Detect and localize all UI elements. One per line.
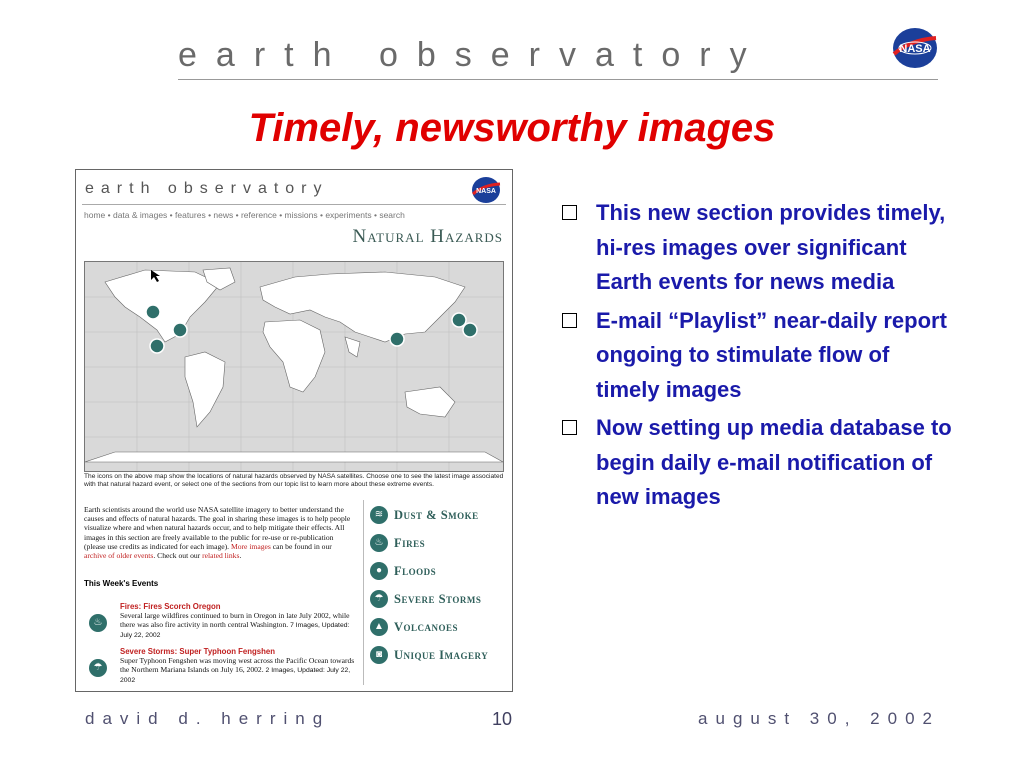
intro-paragraph: Earth scientists around the world use NASA satellite imagery to better understand the causes and effects of natural hazards. The goal in sharing these images is to help people visualize where and when natural hazards occur, and to help mitigate their effects. All images in this section are freely available to the public for re-use or re-publication (please use credits as indicated for each image). More images can be found in our archive of older events. Check out our related links. [84, 505, 351, 561]
fire-icon: ♨ [89, 614, 107, 632]
bullet-item: E-mail “Playlist” near-daily report ongoing to stimulate flow of timely images [562, 304, 952, 408]
volcano-icon: ▲ [370, 618, 388, 636]
website-screenshot [75, 169, 513, 692]
section-title: Natural Hazards [352, 226, 503, 247]
topic-fires[interactable]: ♨ Fires [370, 534, 425, 552]
flood-icon: ● [370, 562, 388, 580]
dust-smoke-icon: ≋ [370, 506, 388, 524]
header-brand: earth observatory [178, 36, 766, 74]
checkbox-bullet-icon [562, 205, 577, 220]
screenshot-divider [82, 204, 506, 205]
related-links-link[interactable]: related links [202, 551, 240, 561]
topic-floods[interactable]: ● Floods [370, 562, 436, 580]
screenshot-brand: earth observatory [85, 180, 329, 197]
footer-author: david d. herring [85, 709, 331, 728]
map-caption: The icons on the above map show the locations of natural hazards observed by NASA satellites. Choose one to see the latest image associated with that natural hazard event, or select one of the sections from our topic list to learn more about these extreme events. [84, 473, 504, 488]
bullet-item: Now setting up media database to begin daily e-mail notification of new images [562, 411, 952, 515]
more-images-link[interactable]: More images [230, 541, 271, 551]
camera-icon: ◙ [370, 646, 388, 664]
topic-unique-imagery[interactable]: ◙ Unique Imagery [370, 646, 488, 664]
checkbox-bullet-icon [562, 420, 577, 435]
storm-icon: ☂ [89, 659, 107, 677]
svg-text:NASA: NASA [899, 43, 931, 55]
event-title[interactable]: Severe Storms: Super Typhoon Fengshen [120, 647, 275, 656]
checkbox-bullet-icon [562, 313, 577, 328]
topic-severe-storms[interactable]: ☂ Severe Storms [370, 590, 481, 608]
fire-icon: ♨ [370, 534, 388, 552]
header-divider [178, 79, 938, 80]
topic-volcanoes[interactable]: ▲ Volcanoes [370, 618, 458, 636]
footer-date: august 30, 2002 [698, 709, 940, 728]
bullet-list [562, 196, 952, 519]
nasa-logo-icon [470, 176, 502, 204]
event-description: Super Typhoon Fengshen was moving west across the Pacific Ocean towards the Northern Mariana Islands on July 16, 2002. 2 Images, Updated: July 22, 2002 [120, 656, 355, 685]
svg-text:NASA: NASA [476, 188, 496, 195]
nasa-logo-icon [890, 26, 940, 70]
event-description: Several large wildfires continued to burn in Oregon in late July 2002, while there was also fire activity in north central Washington. 7 Images, Updated: July 22, 2002 [120, 611, 350, 640]
column-divider [363, 500, 364, 685]
bullet-item: This new section provides timely, hi-res images over significant Earth events for news media [562, 196, 952, 300]
event-title[interactable]: Fires: Fires Scorch Oregon [120, 602, 221, 611]
topic-dust-smoke[interactable]: ≋ Dust & Smoke [370, 506, 479, 524]
world-map [84, 261, 504, 472]
footer-page-number: 10 [492, 709, 513, 729]
events-heading: This Week's Events [84, 579, 159, 588]
slide-title: Timely, newsworthy images [248, 106, 776, 150]
storm-icon: ☂ [370, 590, 388, 608]
archive-link[interactable]: archive of older events [84, 551, 154, 561]
screenshot-nav[interactable]: home • data & images • features • news • reference • missions • experiments • search [84, 210, 405, 220]
